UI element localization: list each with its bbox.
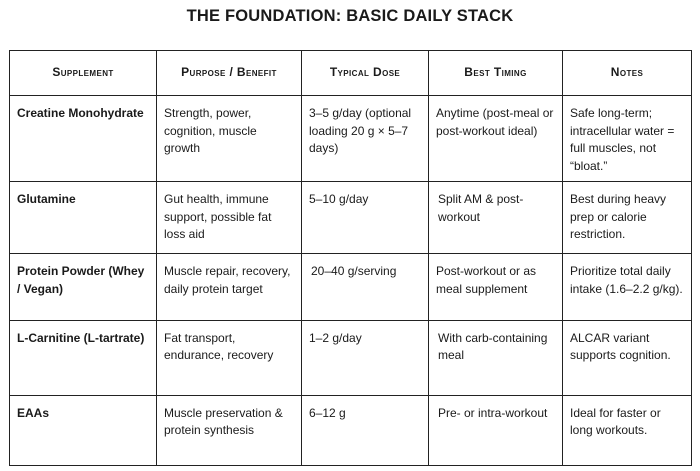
cell-supplement: Glutamine [17,192,76,207]
cell-dose: 6–12 g [309,405,346,420]
cell-notes: Best during heavy prep or calorie restriction. [570,192,667,242]
cell-timing: Post-workout or as meal supplement [436,264,537,296]
cell-purpose: Muscle preservation & protein synthesis [164,405,283,438]
cell-dose: 20–40 g/serving [311,264,397,279]
column-header-purpose: Purpose / Benefit [157,51,302,96]
table-row [10,395,692,465]
table-header-row [10,51,692,96]
cell-notes: Ideal for faster or long workouts. [570,405,661,438]
cell-dose: 5–10 g/day [309,192,369,207]
cell-notes: Safe long-term; intracellular water = full muscles, not “bloat.” [570,106,675,173]
cell-dose: 1–2 g/day [309,330,362,345]
table-row [10,320,692,395]
column-header-dose: Typical Dose [302,51,429,96]
cell-timing: Split AM & post-workout [438,192,524,224]
column-header-timing: Best Timing [429,51,563,96]
table-row [10,254,692,320]
cell-supplement: EAAs [17,405,50,420]
page-title: THE FOUNDATION: BASIC DAILY STACK [186,7,514,25]
cell-purpose: Fat transport, endurance, recovery [164,330,274,363]
column-header-notes: Notes [563,51,692,96]
cell-timing: Pre- or intra-workout [438,405,548,420]
cell-purpose: Muscle repair, recovery, daily protein target [164,264,291,296]
cell-supplement: Protein Powder (Whey / Vegan) [17,264,145,296]
cell-notes: Prioritize total daily intake (1.6–2.2 g/kg). [570,264,683,296]
supplement-table [9,50,692,466]
cell-purpose: Gut health, immune support, possible fat loss aid [164,192,272,242]
cell-purpose: Strength, power, cognition, muscle growth [164,106,257,155]
cell-supplement: Creatine Monohydrate [17,106,144,120]
cell-notes: ALCAR variant supports cognition. [570,330,671,363]
table-row [10,182,692,254]
cell-dose: 3–5 g/day (optional loading 20 g × 5–7 days) [309,106,412,155]
cell-timing: Anytime (post-meal or post-workout ideal) [436,106,554,138]
table-row [10,96,692,182]
cell-supplement: L-Carnitine (L-tartrate) [17,330,145,345]
cell-timing: With carb-containing meal [438,330,548,363]
column-header-supplement: Supplement [10,51,157,96]
